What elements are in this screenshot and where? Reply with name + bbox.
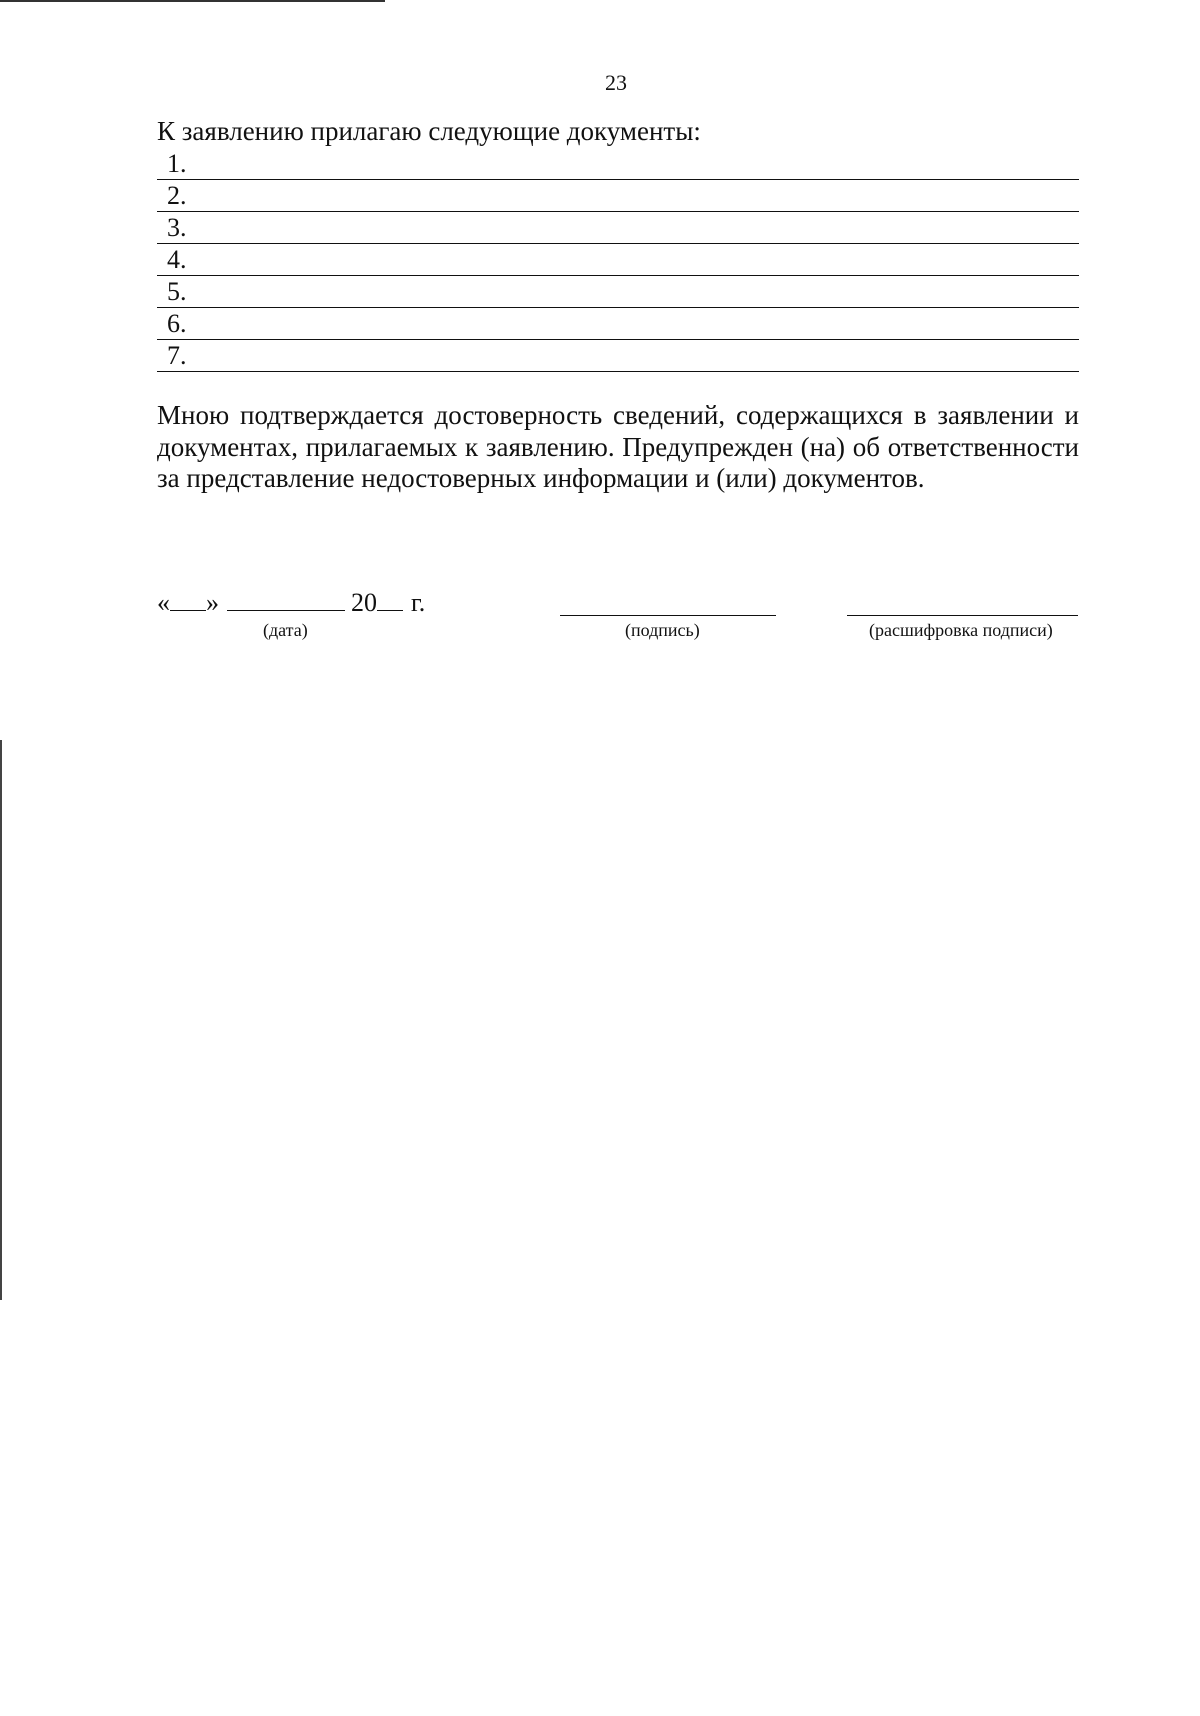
scan-edge-top [0,0,385,2]
attachments-heading: К заявлению прилагаю следующие документы: [157,116,701,146]
attachment-line-5[interactable]: 5. [157,276,1079,308]
confirmation-statement: Мною подтверждается достоверность сведений, содержащихся в заявлении и документах, прилагаемых к заявлению. Предупрежден (на) об ответственности за представление недостоверных информации и (или) документов. [157,400,1079,493]
day-blank[interactable] [170,586,206,611]
year-blank[interactable] [377,586,403,611]
signature-caption: (подпись) [625,620,700,640]
signature-transcript-caption: (расшифровка подписи) [869,620,1053,640]
scan-edge-left [0,740,2,1300]
signature-block [157,586,1079,646]
attachments-list [157,148,1079,372]
page-number: 23 [605,70,627,95]
signature-line[interactable] [560,615,776,616]
date-field [157,586,425,618]
close-quote: » [206,588,219,617]
attachment-line-7[interactable]: 7. [157,340,1079,372]
month-blank[interactable] [227,586,345,611]
attachment-line-2[interactable]: 2. [157,180,1079,212]
attachment-line-3[interactable]: 3. [157,212,1079,244]
year-prefix: 20 [351,588,377,617]
attachment-line-4[interactable]: 4. [157,244,1079,276]
attachment-line-1[interactable]: 1. [157,148,1079,180]
attachment-line-6[interactable]: 6. [157,308,1079,340]
open-quote: « [157,588,170,617]
signature-transcript-line[interactable] [847,615,1078,616]
date-caption: (дата) [263,620,308,640]
year-suffix: г. [411,588,426,617]
